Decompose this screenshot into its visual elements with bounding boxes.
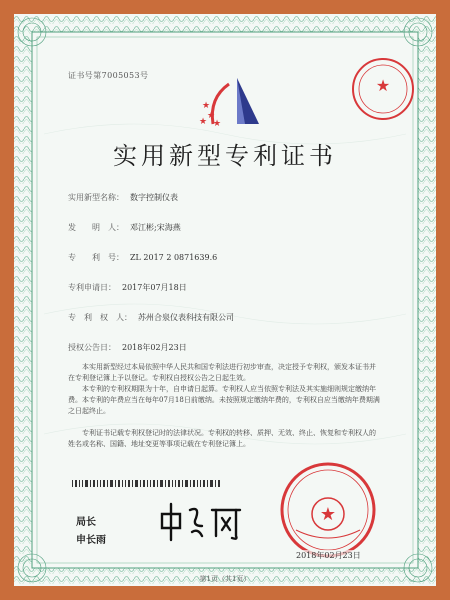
field-value: ZL 2017 2 0871639.6 [130, 253, 218, 262]
certificate-title: 实用新型专利证书 [113, 142, 337, 170]
field-patent-number [68, 252, 217, 263]
svg-text:★: ★ [199, 117, 208, 127]
agency-seal [350, 56, 416, 122]
field-value: 邓江彬;宋海燕 [130, 223, 181, 232]
field-label: 实用新型名称： [68, 193, 124, 202]
field-grant-date [68, 342, 187, 353]
field-value: 2017年07月18日 [122, 283, 187, 292]
field-label: 专 利 号： [68, 253, 124, 262]
field-name [68, 192, 178, 203]
barcode [72, 480, 222, 487]
signature-name: 申长雨 [76, 535, 106, 546]
field-label: 发 明 人： [68, 223, 124, 232]
body-paragraph: 本专利的专利权期限为十年，自申请日起算。专利权人应当依照专利法及其实施细则规定缴纳年费。本专利的年费应当在每年07月18日前缴纳。未按照规定缴纳年费的，专利权自应当缴纳年费期满之日起终止。 [68, 385, 380, 415]
svg-text:★: ★ [375, 76, 391, 95]
field-value: 2018年02月23日 [122, 343, 187, 352]
certificate-paper [14, 14, 436, 586]
body-paragraph: 本实用新型经过本局依照中华人民共和国专利法进行初步审查，决定授予专利权，颁发本证书并在专利登记簿上予以登记。专利权自授权公告之日起生效。 [68, 363, 376, 382]
seal-date: 2018年02月23日 [296, 551, 361, 560]
patent-office-logo [199, 78, 259, 130]
certificate-number: 证书号第7005053号 [68, 71, 149, 80]
field-label: 专利申请日： [68, 283, 116, 292]
handwritten-signature [156, 496, 246, 546]
body-paragraph: 专利证书记载专利权登记时的法律状况。专利权的转移、质押、无效、终止、恢复和专利权人的姓名或名称、国籍、地址变更等事项记载在专利登记簿上。 [68, 429, 376, 448]
signature-labels [76, 514, 106, 550]
svg-text:★: ★ [207, 111, 216, 121]
svg-text:★: ★ [202, 101, 211, 111]
svg-text:★: ★ [213, 119, 222, 129]
field-application-date [68, 282, 187, 293]
field-inventor [68, 222, 181, 233]
field-patentee [68, 312, 234, 323]
field-value: 苏州合泉仪表科技有限公司 [138, 313, 234, 322]
field-label: 专 利 权 人： [68, 313, 132, 322]
svg-text:★: ★ [319, 504, 337, 525]
field-value: 数字控制仪表 [130, 193, 178, 202]
field-label: 授权公告日： [68, 343, 116, 352]
official-seal [268, 460, 388, 560]
signature-title: 局长 [76, 517, 96, 528]
page-footer: 第1页（共1页） [199, 575, 251, 583]
